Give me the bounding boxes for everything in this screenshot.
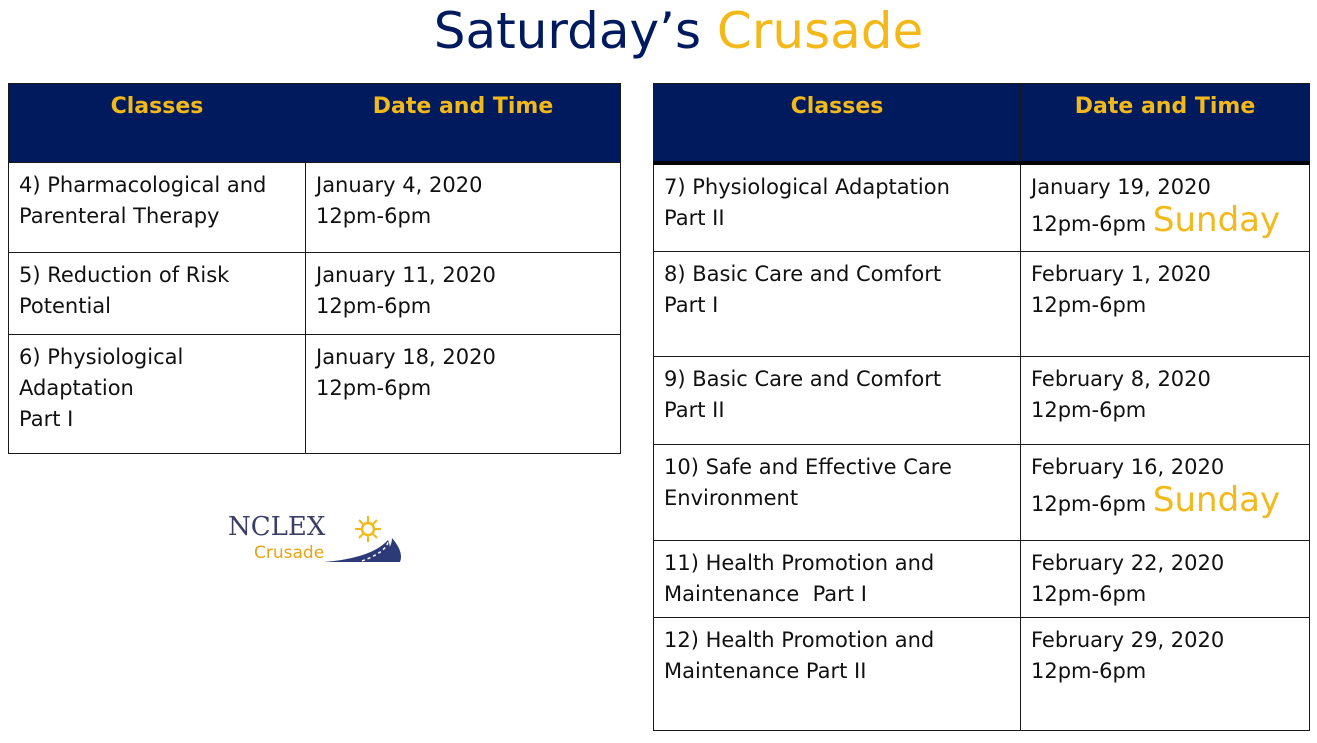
logo-text-crusade: Crusade <box>254 543 325 563</box>
class-cell <box>654 357 1021 445</box>
date-cell <box>306 163 621 253</box>
sunday-badge: Sunday <box>1152 199 1281 240</box>
date-cell <box>1021 357 1310 445</box>
date-cell <box>1021 541 1310 618</box>
header-date-time: Date and Time <box>306 84 621 163</box>
class-time: 12pm-6pm <box>1031 211 1147 236</box>
class-name-line: Potential <box>19 294 111 318</box>
date-cell <box>1021 163 1310 252</box>
date-cell <box>1021 252 1310 357</box>
class-time: 12pm-6pm <box>316 204 432 228</box>
logo-text-nclex: NCLEX <box>228 512 326 542</box>
class-name-line: Environment <box>664 486 799 510</box>
class-cell <box>654 445 1021 541</box>
date-cell <box>1021 445 1310 541</box>
class-cell <box>654 252 1021 357</box>
date-cell <box>1021 618 1310 731</box>
table-row <box>654 357 1310 445</box>
class-date: February 1, 2020 <box>1031 262 1211 286</box>
date-cell <box>306 253 621 335</box>
class-time: 12pm-6pm <box>316 294 432 318</box>
nclex-crusade-logo <box>226 512 406 570</box>
class-name-line: 5) Reduction of Risk <box>19 263 230 287</box>
class-name-line: 9) Basic Care and Comfort <box>664 367 942 391</box>
class-time: 12pm-6pm <box>1031 398 1147 422</box>
title-saturdays: Saturday’s <box>433 2 701 60</box>
class-name-line: Part I <box>664 293 719 317</box>
class-date: January 19, 2020 <box>1031 174 1211 199</box>
class-name-line: Part I <box>19 407 74 431</box>
sunday-badge: Sunday <box>1152 480 1281 520</box>
table-header-row <box>9 84 621 163</box>
table-row <box>9 163 621 253</box>
class-time-line <box>1031 480 1299 520</box>
class-name-line: 12) Health Promotion and <box>664 628 935 652</box>
class-cell <box>9 335 306 454</box>
class-name-line: 4) Pharmacological and <box>19 173 267 197</box>
page-title <box>0 0 1317 62</box>
table-header-row <box>654 84 1310 163</box>
table-row <box>9 253 621 335</box>
date-cell <box>306 335 621 454</box>
class-name-line: Part II <box>664 205 725 230</box>
schedule-table-left <box>8 83 621 454</box>
table-row <box>654 252 1310 357</box>
title-crusade: Crusade <box>716 2 924 60</box>
class-date: January 4, 2020 <box>316 173 483 197</box>
class-cell <box>654 541 1021 618</box>
class-date: January 18, 2020 <box>316 345 496 369</box>
class-time: 12pm-6pm <box>1031 659 1147 683</box>
class-time: 12pm-6pm <box>316 376 432 400</box>
class-time: 12pm-6pm <box>1031 293 1147 317</box>
class-name-line: 10) Safe and Effective Care <box>664 455 952 479</box>
class-name-line: Adaptation <box>19 376 134 400</box>
sun-road-logo-icon <box>322 514 404 568</box>
class-name-line: Parenteral Therapy <box>19 204 220 228</box>
table-row <box>654 445 1310 541</box>
table-row <box>654 541 1310 618</box>
class-cell <box>9 253 306 335</box>
header-classes: Classes <box>9 84 306 163</box>
class-name-line: 6) Physiological <box>19 345 184 369</box>
class-name-line: 11) Health Promotion and <box>664 551 935 575</box>
class-date: January 11, 2020 <box>316 263 496 287</box>
header-classes: Classes <box>654 84 1021 163</box>
class-name-line: 7) Physiological Adaptation <box>664 174 950 199</box>
header-date-time: Date and Time <box>1021 84 1310 163</box>
class-date: February 8, 2020 <box>1031 367 1211 391</box>
class-time: 12pm-6pm <box>1031 582 1147 606</box>
table-row <box>654 163 1310 252</box>
table-row <box>654 618 1310 731</box>
class-date: February 29, 2020 <box>1031 628 1225 652</box>
schedule-table-right <box>653 83 1310 731</box>
class-time-line <box>1031 199 1299 240</box>
class-time: 12pm-6pm <box>1031 492 1147 516</box>
class-name-line: Maintenance Part II <box>664 659 867 683</box>
class-date: February 16, 2020 <box>1031 455 1225 479</box>
class-name-line: Maintenance Part I <box>664 582 867 606</box>
class-cell <box>654 618 1021 731</box>
class-cell <box>654 163 1021 252</box>
class-date: February 22, 2020 <box>1031 551 1225 575</box>
class-name-line: 8) Basic Care and Comfort <box>664 262 942 286</box>
table-row <box>9 335 621 454</box>
class-cell <box>9 163 306 253</box>
class-name-line: Part II <box>664 398 725 422</box>
